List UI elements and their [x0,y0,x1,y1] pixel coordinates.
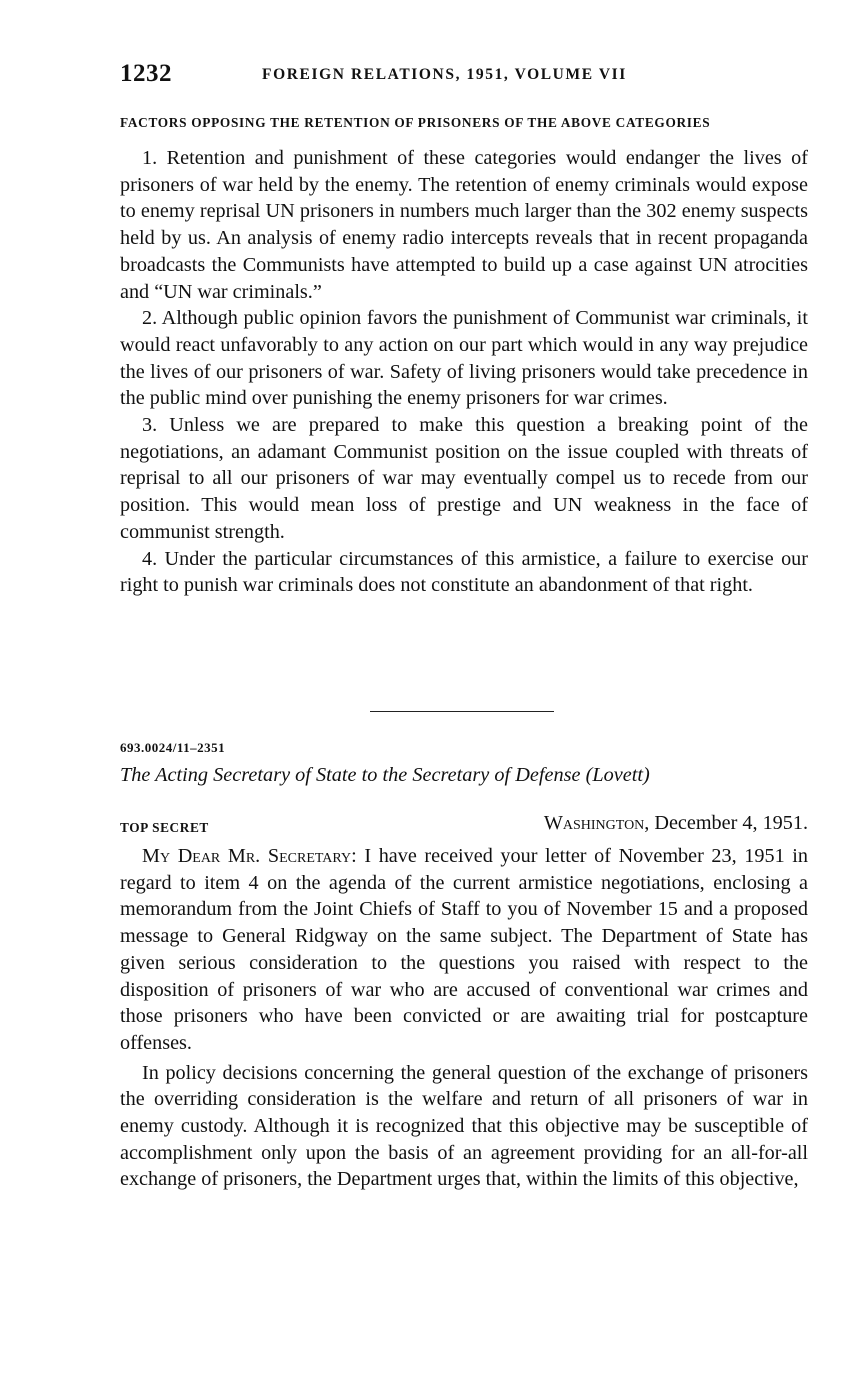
classification-label: TOP SECRET [120,820,209,835]
letter-paragraph-text: I have received your letter of November 23, 1951 in regard to item 4 on the agenda of the current armistice negotiations, enclosing a memorandum from the Joint Chiefs of Staff to you of November 15 and a proposed message to General Ridgway on the same subject. The Department of State has given serious consideration to the questions you raised with respect to the disposition of prisoners of war who are accused of conventional war crimes and those prisoners who have been convicted or are awaiting trial for postcapture offenses. [120,845,809,1054]
salutation: My Dear Mr. Secretary [142,845,352,867]
dateline [544,812,808,835]
page-header [120,62,810,92]
document-title: The Acting Secretary of State to the Secretary of Defense (Lovett) [120,764,650,786]
factor-paragraph: 4. Under the particular circumstances of this armistice, a failure to exercise our right to punish war criminals does not constitute an abandonment of that right. [120,547,808,597]
factor-paragraph: 1. Retention and punishment of these categories would endanger the lives of prisoners of war held by the enemy. The retention of enemy criminals would expose to enemy reprisal UN prisoners in numbers much larger than the 302 enemy suspects held by us. An analysis of enemy radio intercepts reveals that in recent propaganda broadcasts the Communists have attempted to build up a case against UN atrocities and “UN war criminals.” [120,147,808,303]
salutation-punct: : [351,845,365,867]
dateline-date: , December 4, 1951. [644,812,808,834]
file-number: 693.0024/11–2351 [120,740,226,755]
section-heading: FACTORS OPPOSING THE RETENTION OF PRISONERS OF THE ABOVE CATEGORIES [120,115,711,130]
section-divider [370,711,554,712]
dateline-place: Washington [543,812,645,834]
factors-list [120,145,808,599]
factor-paragraph: 3. Unless we are prepared to make this question a breaking point of the negotiations, an adamant Communist position on the issue coupled with threats of reprisal to all our prisoners of war may eventually compel us to recede from our position. This would mean loss of prestige and UN weakness in the face of communist strength. [120,414,808,543]
factor-paragraph: 2. Although public opinion favors the punishment of Communist war criminals, it would react unfavorably to any action on our part which would in any way prejudice the lives of our prisoners of war. Safety of living prisoners would take precedence in the public mind over punishing the enemy prisoners for war crimes. [120,307,808,410]
letter-paragraph: In policy decisions concerning the general question of the exchange of prisoners the overriding consideration is the welfare and return of all prisoners of war in enemy custody. Although it is recognized that this objective may be susceptible of accomplishment only upon the basis of an agreement providing for an all-for-all exchange of prisoners, the Department urges that, within the limits of this objective, [120,1061,808,1191]
page-number: 1232 [120,60,172,87]
letter-body [120,843,808,1193]
letter-paragraph [120,843,808,1057]
running-head: FOREIGN RELATIONS, 1951, VOLUME VII [262,66,627,83]
